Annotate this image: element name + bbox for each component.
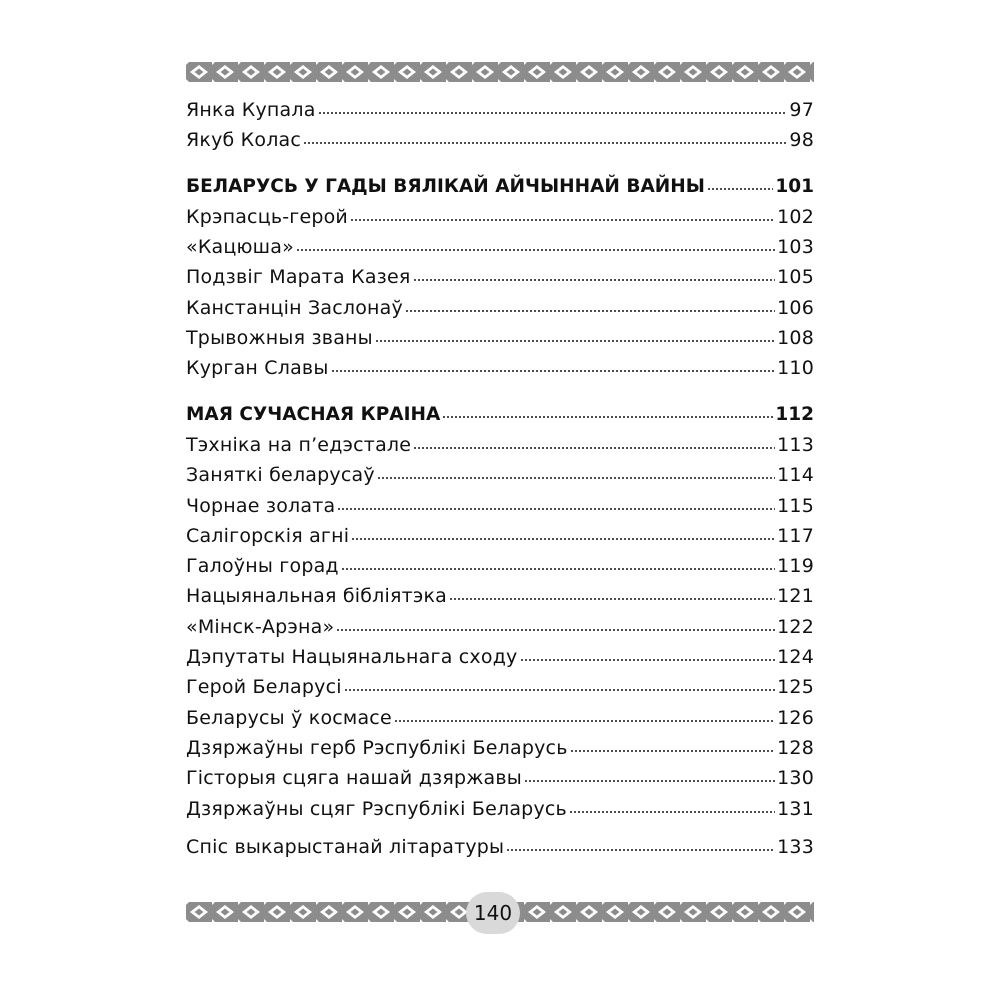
toc-entry[interactable] xyxy=(186,642,814,672)
toc-entry[interactable] xyxy=(186,491,814,521)
toc-entry-title: Заняткі беларусаў xyxy=(186,464,375,487)
toc-entry-page: 103 xyxy=(777,236,814,259)
toc-entry-page: 115 xyxy=(777,494,814,517)
toc-entry-title: Галоўны горад xyxy=(186,555,339,578)
table-of-contents xyxy=(186,95,814,862)
dot-leader xyxy=(303,142,787,144)
section-page: 101 xyxy=(775,175,814,197)
toc-entry-page: 98 xyxy=(789,129,814,152)
toc-entry-page: 119 xyxy=(777,555,814,578)
toc-entry-title: Дзяржаўны сцяг Рэспублікі Беларусь xyxy=(186,797,567,820)
toc-entry-page: 125 xyxy=(777,676,814,699)
top-ornament-border xyxy=(186,62,814,82)
toc-entry-title: Беларусы ў космасе xyxy=(186,706,392,729)
toc-entry-page: 131 xyxy=(777,797,814,820)
toc-entry-page: 97 xyxy=(789,99,814,121)
dot-leader xyxy=(569,811,775,813)
toc-section-heading[interactable] xyxy=(186,400,814,430)
dot-leader xyxy=(405,310,775,312)
toc-entry-page: 106 xyxy=(777,296,814,319)
toc-group-modern xyxy=(186,430,814,824)
toc-entry[interactable] xyxy=(186,733,814,763)
toc-entry-page: 126 xyxy=(777,706,814,729)
toc-entry-title: Канстанцін Заслонаў xyxy=(186,296,403,319)
toc-entry[interactable] xyxy=(186,612,814,642)
dot-leader xyxy=(296,249,775,251)
toc-entry-title: «Мінск-Арэна» xyxy=(186,615,335,638)
toc-entry-title: «Кацюша» xyxy=(186,236,294,259)
toc-group-writers xyxy=(186,95,814,156)
dot-leader xyxy=(520,659,776,661)
toc-entry[interactable] xyxy=(186,323,814,353)
toc-entry-title: Нацыянальная бібліятэка xyxy=(186,585,448,608)
toc-entry-page: 113 xyxy=(777,433,814,456)
section-title: МАЯ СУЧАСНАЯ КРАІНА xyxy=(186,403,441,425)
toc-entry-references[interactable] xyxy=(186,832,814,862)
section-page: 112 xyxy=(775,403,814,425)
toc-entry[interactable] xyxy=(186,703,814,733)
toc-group-war xyxy=(186,202,814,384)
toc-entry-title: Подзвіг Марата Казея xyxy=(186,266,411,289)
dot-leader xyxy=(337,508,775,510)
dot-leader xyxy=(524,780,775,782)
toc-entry[interactable] xyxy=(186,202,814,232)
toc-entry[interactable] xyxy=(186,430,814,460)
dot-leader xyxy=(336,629,775,631)
dot-leader xyxy=(449,598,775,600)
dot-leader xyxy=(413,279,776,281)
toc-entry-page: 110 xyxy=(777,357,814,380)
page-number: 140 xyxy=(473,901,513,925)
dot-leader xyxy=(394,720,775,722)
toc-entry-title: Дэпутаты Нацыянальнага сходу xyxy=(186,646,518,669)
toc-entry[interactable] xyxy=(186,763,814,793)
toc-entry[interactable] xyxy=(186,521,814,551)
toc-entry-page: 117 xyxy=(777,524,814,547)
toc-entry-page: 122 xyxy=(777,615,814,638)
toc-entry[interactable] xyxy=(186,262,814,292)
dot-leader xyxy=(351,538,775,540)
toc-entry-title: Янка Купала xyxy=(186,99,316,121)
toc-entry-page: 128 xyxy=(777,736,814,759)
toc-entry[interactable] xyxy=(186,125,814,155)
dot-leader xyxy=(442,416,773,418)
toc-entry-title: Спіс выкарыстанай літаратуры xyxy=(186,835,505,858)
toc-entry[interactable] xyxy=(186,353,814,383)
dot-leader xyxy=(570,750,776,752)
toc-entry-page: 130 xyxy=(777,767,814,790)
toc-entry-title: Дзяржаўны герб Рэспублікі Беларусь xyxy=(186,736,568,759)
dot-leader xyxy=(331,370,776,372)
toc-entry-title: Салігорскія агні xyxy=(186,524,350,547)
toc-entry-title: Якуб Колас xyxy=(186,129,302,152)
toc-entry-page: 102 xyxy=(777,205,814,228)
dot-leader xyxy=(350,219,775,221)
page-number-badge xyxy=(466,892,520,934)
toc-entry[interactable] xyxy=(186,293,814,323)
toc-entry[interactable] xyxy=(186,794,814,824)
toc-entry-title: Трывожныя званы xyxy=(186,327,373,350)
toc-entry-title: Герой Беларусі xyxy=(186,676,342,699)
dot-leader xyxy=(506,849,775,851)
toc-entry[interactable] xyxy=(186,95,814,125)
dot-leader xyxy=(707,188,773,190)
toc-entry-page: 114 xyxy=(777,464,814,487)
dot-leader xyxy=(375,340,775,342)
toc-entry-page: 124 xyxy=(777,646,814,669)
dot-leader xyxy=(413,447,775,449)
toc-entry-page: 121 xyxy=(777,585,814,608)
toc-entry-page: 108 xyxy=(777,327,814,350)
toc-entry[interactable] xyxy=(186,551,814,581)
toc-entry-title: Крэпасць-герой xyxy=(186,205,348,228)
toc-entry-title: Гісторыя сцяга нашай дзяржавы xyxy=(186,767,522,790)
dot-leader xyxy=(341,568,775,570)
toc-entry-title: Чорнае золата xyxy=(186,494,336,517)
dot-leader xyxy=(344,689,775,691)
toc-entry-title: Курган Славы xyxy=(186,357,329,380)
toc-entry[interactable] xyxy=(186,672,814,702)
toc-entry[interactable] xyxy=(186,232,814,262)
toc-entry[interactable] xyxy=(186,460,814,490)
toc-entry[interactable] xyxy=(186,581,814,611)
section-title: БЕЛАРУСЬ У ГАДЫ ВЯЛІКАЙ АЙЧЫННАЙ ВАЙНЫ xyxy=(186,175,705,197)
ornament-pattern xyxy=(186,62,814,82)
toc-entry-page: 105 xyxy=(777,266,814,289)
toc-entry-title: Тэхніка на п’едэстале xyxy=(186,433,412,456)
toc-entry-page: 133 xyxy=(777,835,814,858)
dot-leader xyxy=(377,477,775,479)
dot-leader xyxy=(318,112,788,114)
toc-section-heading[interactable] xyxy=(186,172,814,202)
